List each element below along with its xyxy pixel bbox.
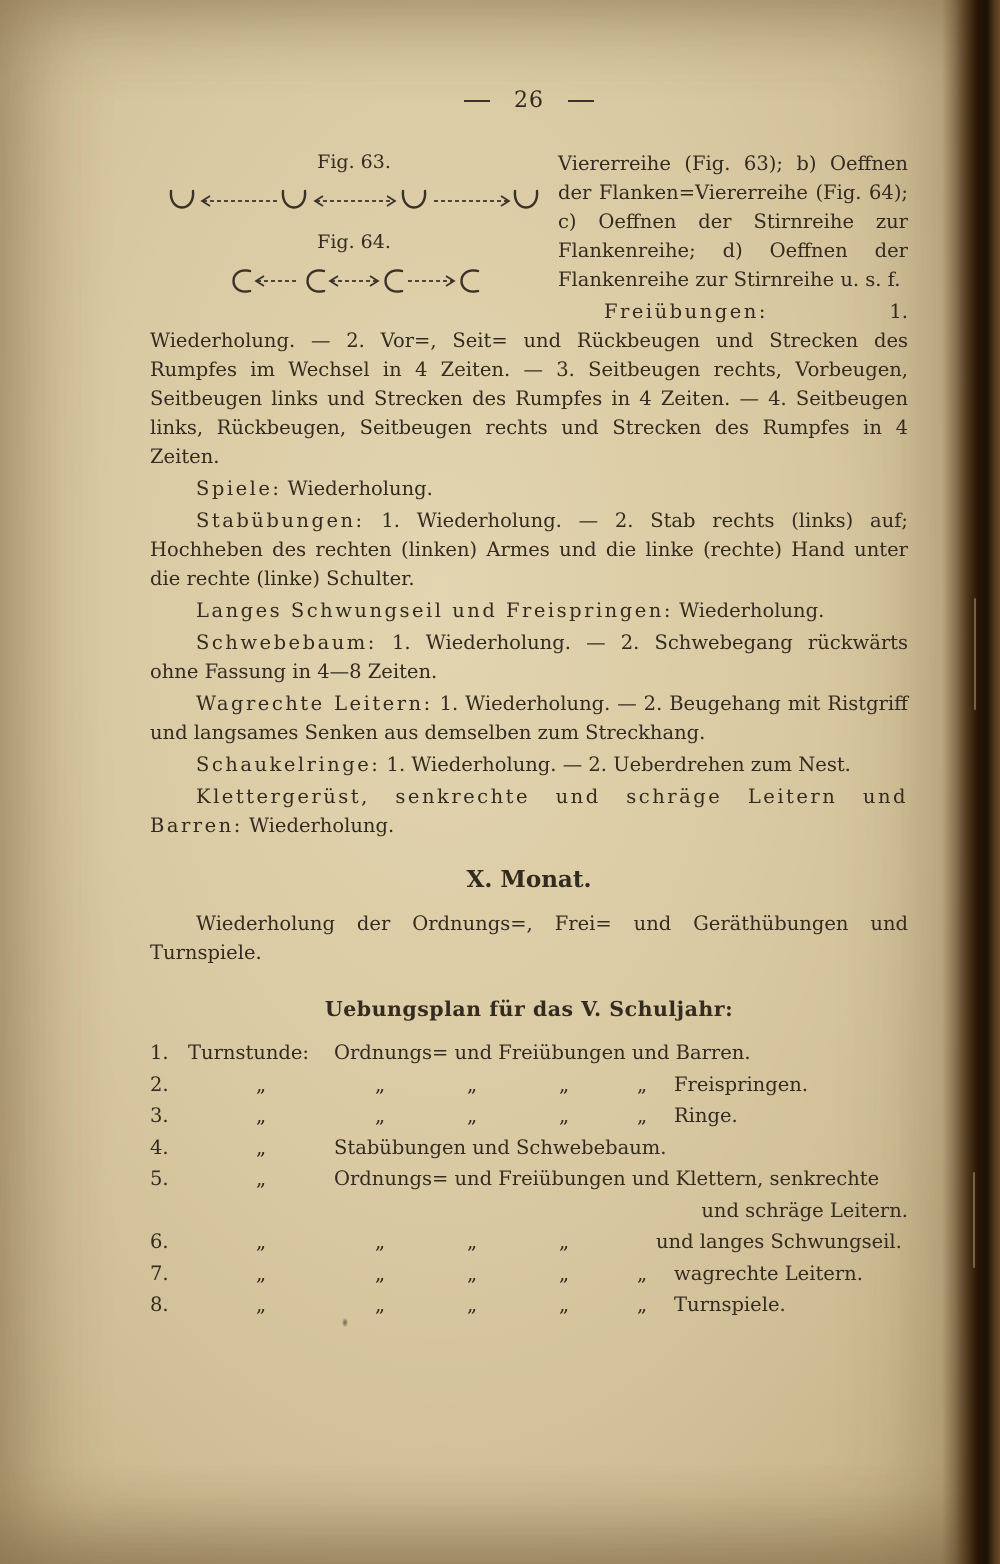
- row-number: 7.: [150, 1261, 169, 1285]
- page-header: [150, 88, 908, 113]
- section-schwebebaum: [150, 628, 908, 686]
- month-paragraph: Wiederholung der Ordnungs=, Frei= und Geräthübungen und Turnspiele.: [150, 912, 908, 964]
- row-number: 1.: [150, 1041, 169, 1064]
- row-text: Ringe.: [674, 1104, 738, 1127]
- page-content: [150, 88, 908, 1321]
- figure-64-drawing: [226, 261, 482, 301]
- ditto-mark: „: [636, 1261, 648, 1285]
- section-lead: Stabübungen:: [196, 509, 365, 532]
- row-number: 2.: [150, 1072, 169, 1096]
- ditto-mark: „: [374, 1104, 386, 1127]
- row-number: 3.: [150, 1104, 169, 1127]
- section-text: Wiederholung.: [679, 599, 825, 622]
- ditto-mark: „: [374, 1230, 386, 1253]
- plan-row: [150, 1258, 908, 1290]
- row-number: 5.: [150, 1167, 169, 1190]
- ditto-mark: „: [636, 1104, 648, 1127]
- section-lead: Wagrechte Leitern:: [196, 692, 433, 715]
- paper-crease: [974, 598, 976, 710]
- plan-row: [150, 1163, 908, 1195]
- section-stabuebungen: [150, 506, 908, 593]
- figure-63-drawing: [168, 181, 540, 221]
- figures-block: [150, 149, 558, 311]
- section-text: Wiederholung.: [248, 814, 395, 837]
- ditto-mark: „: [466, 1261, 478, 1285]
- section-lead: Klettergerüst, senkrechte und schräge Leitern und Barren:: [150, 785, 908, 837]
- month-heading: X. Monat.: [466, 866, 592, 893]
- plan-row: [150, 1226, 908, 1258]
- dashed-arrow-icons: [202, 196, 509, 206]
- intro-paragraph: Viererreihe (Fig. 63); b) Oeffnen der Flanken=Viererreihe (Fig. 64); c) Oeffnen der Stirnreihe zur Flankenreihe; d) Oeffnen der Flankenreihe zur Stirnreihe u. s. f.: [558, 152, 908, 291]
- ditto-mark: „: [558, 1261, 570, 1285]
- page-edge-binding: [942, 0, 1000, 1564]
- page-number: 26: [514, 88, 544, 113]
- ditto-mark: „: [558, 1230, 570, 1253]
- row-text: wagrechte Leitern.: [674, 1261, 863, 1285]
- ditto-mark: „: [374, 1072, 386, 1096]
- open-top-arc-icons: [171, 191, 537, 208]
- section-wagrechte-leitern: [150, 689, 908, 747]
- ditto-mark: „: [558, 1104, 570, 1127]
- row-text: Turnspiele.: [674, 1293, 786, 1316]
- ditto-mark: „: [466, 1104, 478, 1127]
- section-text: 1. Wiederholung. — 2. Beugehang mit Ristgriff und langsames Senken aus demselben zum Streckhang.: [150, 692, 908, 744]
- ditto-mark: „: [558, 1072, 570, 1096]
- section-text: 1. Wiederholung. — 2. Schwebegang rückwärts ohne Fassung in 4—8 Zeiten.: [150, 631, 909, 683]
- plan-heading: Uebungsplan für das V. Schuljahr:: [324, 997, 734, 1021]
- row-text: Ordnungs= und Freiübungen und Klettern, senkrechte: [334, 1167, 880, 1190]
- ditto-mark: „: [255, 1230, 267, 1253]
- ditto-mark: „: [374, 1293, 386, 1316]
- ditto-mark: „: [255, 1261, 267, 1285]
- ditto-mark: „: [374, 1261, 386, 1285]
- figure-64-label: Fig. 64.: [317, 231, 391, 253]
- plan-row: [150, 1132, 908, 1164]
- plan-row: [150, 1100, 908, 1132]
- row-number: 4.: [150, 1135, 169, 1159]
- section-lead: Spiele:: [196, 477, 282, 500]
- ditto-mark: „: [636, 1293, 648, 1316]
- ditto-mark: „: [636, 1072, 648, 1096]
- ditto-mark: „: [466, 1230, 478, 1253]
- ditto-mark: „: [255, 1072, 267, 1096]
- section-freiuebungen: [150, 297, 908, 471]
- row-text-continuation: und schräge Leitern.: [701, 1198, 908, 1222]
- dashed-arrow-icons: [256, 276, 454, 286]
- row-label: Turnstunde:: [188, 1041, 309, 1064]
- ditto-mark: „: [255, 1135, 267, 1159]
- section-lead: Freiübungen:: [604, 300, 768, 323]
- figure-63-label: Fig. 63.: [317, 151, 391, 173]
- row-text: und langes Schwungseil.: [656, 1230, 902, 1253]
- section-spiele: [150, 474, 908, 503]
- row-text: Freispringen.: [674, 1072, 809, 1096]
- section-text: 1. Wiederholung. — 2. Stab rechts (links) auf; Hochheben des rechten (linken) Armes und die linke (rechte) Hand unter die rechte (linke) Schulter.: [150, 509, 908, 590]
- section-text: 1. Wiederholung. — 2. Vor=, Seit= und Rückbeugen und Strecken des Rumpfes im Wechsel in 4 Zeiten. — 3. Seitbeugen rechts, Vorbeugen, Seitbeugen links und Strecken des Rumpfes in 4 Zeiten. — 4. Seitbeugen links, Rückbeugen, Seitbeugen rechts und Strecken des Rumpfes in 4 Zeiten.: [150, 300, 908, 468]
- section-text: 1. Wiederholung. — 2. Ueberdrehen zum Nest.: [386, 753, 851, 776]
- plan-row: [150, 1069, 908, 1101]
- row-text: Ordnungs= und Freiübungen und Barren.: [334, 1041, 751, 1064]
- plan-table: [150, 1037, 908, 1321]
- section-lead: Langes Schwungseil und Freispringen:: [196, 599, 673, 622]
- plan-row: [150, 1037, 908, 1069]
- section-text: Wiederholung.: [287, 477, 433, 500]
- row-text: Stabübungen und Schwebebaum.: [334, 1135, 667, 1159]
- ditto-mark: „: [558, 1293, 570, 1316]
- section-lead: Schaukelringe:: [196, 753, 381, 776]
- ditto-mark: „: [466, 1072, 478, 1096]
- row-number: 8.: [150, 1293, 169, 1316]
- section-lead: Schwebebaum:: [196, 631, 377, 654]
- section-klettergeruest: [150, 782, 908, 840]
- row-number: 6.: [150, 1230, 169, 1253]
- page-number-rule-left: [464, 100, 490, 102]
- ditto-mark: „: [255, 1104, 267, 1127]
- plan-row: [150, 1289, 908, 1321]
- section-schaukelringe: [150, 750, 908, 779]
- paper-crease: [973, 1172, 975, 1268]
- ditto-mark: „: [255, 1167, 267, 1190]
- page-number-rule-right: [568, 100, 594, 102]
- ditto-mark: „: [466, 1293, 478, 1316]
- ditto-mark: „: [255, 1293, 267, 1316]
- section-schwungseil: [150, 596, 908, 625]
